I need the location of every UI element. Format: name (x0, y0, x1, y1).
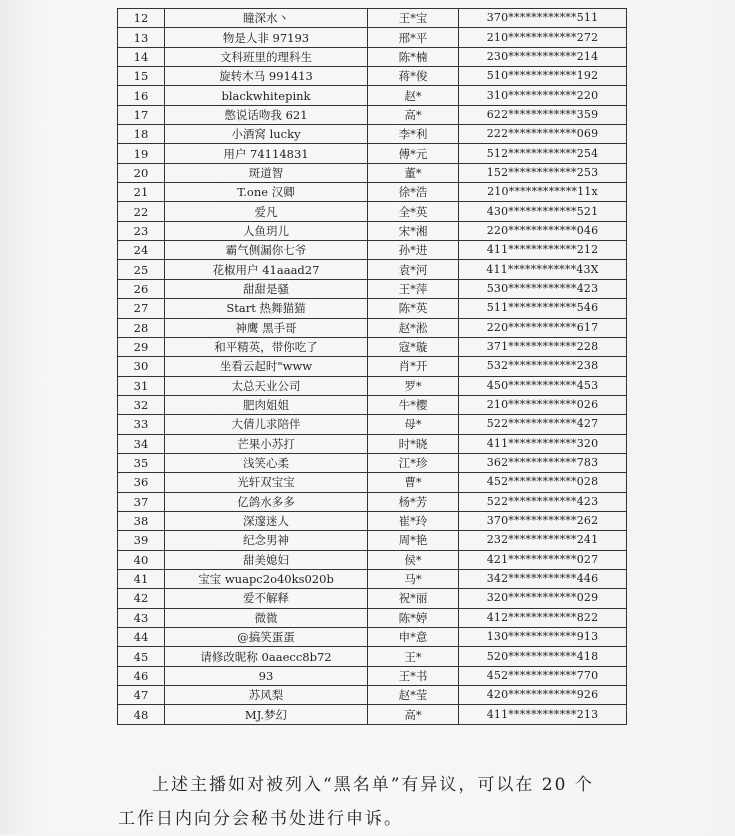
table-row (118, 125, 627, 144)
row-number-cell: 36 (118, 473, 165, 492)
real-name-cell: 陈*英 (368, 299, 459, 318)
real-name-cell: 袁*河 (368, 260, 459, 279)
real-name-cell: 肖*开 (368, 357, 459, 376)
streamer-nickname-cell: 和平精英，带你吃了 (165, 337, 368, 356)
real-name-cell: 寇*璇 (368, 337, 459, 356)
streamer-nickname-cell: 瞳深水丶 (165, 9, 368, 28)
row-number-cell: 20 (118, 163, 165, 182)
table-row (118, 337, 627, 356)
streamer-nickname-cell: 爱凡 (165, 202, 368, 221)
real-name-cell: 王*宝 (368, 9, 459, 28)
streamer-nickname-cell: 坐看云起时"www (165, 357, 368, 376)
id-number-cell: 371************228 (459, 337, 627, 356)
real-name-cell: 陈*婷 (368, 608, 459, 627)
streamer-nickname-cell: @搞笑蛋蛋 (165, 628, 368, 647)
streamer-nickname-cell: 物是人非 97193 (165, 28, 368, 47)
streamer-nickname-cell: 旋转木马 991413 (165, 67, 368, 86)
id-number-cell: 411************213 (459, 705, 627, 724)
table-row (118, 453, 627, 472)
streamer-nickname-cell: 花椒用户 41aaad27 (165, 260, 368, 279)
streamer-nickname-cell: 请修改昵称 0aaecc8b72 (165, 647, 368, 666)
real-name-cell: 江*珍 (368, 453, 459, 472)
table-row (118, 608, 627, 627)
real-name-cell: 全*英 (368, 202, 459, 221)
id-number-cell: 520************418 (459, 647, 627, 666)
streamer-nickname-cell: 苏风梨 (165, 686, 368, 705)
streamer-nickname-cell: Start 热舞猫猫 (165, 299, 368, 318)
id-number-cell: 320************029 (459, 589, 627, 608)
real-name-cell: 王* (368, 647, 459, 666)
streamer-nickname-cell: blackwhitepink (165, 86, 368, 105)
id-number-cell: 310************220 (459, 86, 627, 105)
real-name-cell: 蒋*俊 (368, 67, 459, 86)
row-number-cell: 16 (118, 86, 165, 105)
row-number-cell: 33 (118, 415, 165, 434)
table-row (118, 144, 627, 163)
row-number-cell: 45 (118, 647, 165, 666)
row-number-cell: 34 (118, 434, 165, 453)
streamer-nickname-cell: T.one 汉卿 (165, 183, 368, 202)
real-name-cell: 罗* (368, 376, 459, 395)
row-number-cell: 14 (118, 47, 165, 66)
streamer-nickname-cell: 亿鸽水多多 (165, 492, 368, 511)
table-row (118, 569, 627, 588)
table-row (118, 647, 627, 666)
streamer-nickname-cell: 纪念男神 (165, 531, 368, 550)
real-name-cell: 崔*玲 (368, 511, 459, 530)
streamer-nickname-cell: MJ.梦幻 (165, 705, 368, 724)
appeal-note-line-2: 工作日内向分会秘书处进行申诉。 (118, 809, 403, 829)
id-number-cell: 452************770 (459, 666, 627, 685)
streamer-nickname-cell: 甜美媳妇 (165, 550, 368, 569)
streamer-nickname-cell: 斑道智 (165, 163, 368, 182)
row-number-cell: 23 (118, 221, 165, 240)
real-name-cell: 申*意 (368, 628, 459, 647)
row-number-cell: 19 (118, 144, 165, 163)
row-number-cell: 29 (118, 337, 165, 356)
table-row (118, 376, 627, 395)
real-name-cell: 侯* (368, 550, 459, 569)
id-number-cell: 450************453 (459, 376, 627, 395)
streamer-nickname-cell: 爱不解释 (165, 589, 368, 608)
real-name-cell: 周*艳 (368, 531, 459, 550)
id-number-cell: 342************446 (459, 569, 627, 588)
id-number-cell: 412************822 (459, 608, 627, 627)
id-number-cell: 510************192 (459, 67, 627, 86)
real-name-cell: 董* (368, 163, 459, 182)
table-row (118, 279, 627, 298)
streamer-nickname-cell: 人鱼玥儿 (165, 221, 368, 240)
streamer-nickname-cell: 憋说话吻我 621 (165, 105, 368, 124)
table-row (118, 492, 627, 511)
row-number-cell: 25 (118, 260, 165, 279)
table-row (118, 183, 627, 202)
id-number-cell: 420************926 (459, 686, 627, 705)
real-name-cell: 徐*浩 (368, 183, 459, 202)
streamer-nickname-cell: 霸气侧漏你七爷 (165, 241, 368, 260)
row-number-cell: 27 (118, 299, 165, 318)
real-name-cell: 高* (368, 705, 459, 724)
id-number-cell: 522************427 (459, 415, 627, 434)
real-name-cell: 宋*湘 (368, 221, 459, 240)
real-name-cell: 赵*淞 (368, 318, 459, 337)
real-name-cell: 祝*丽 (368, 589, 459, 608)
table-row (118, 318, 627, 337)
id-number-cell: 210************272 (459, 28, 627, 47)
id-number-cell: 220************617 (459, 318, 627, 337)
real-name-cell: 傅*元 (368, 144, 459, 163)
real-name-cell: 赵* (368, 86, 459, 105)
real-name-cell: 王*书 (368, 666, 459, 685)
appeal-note-line-1 (118, 768, 638, 802)
row-number-cell: 12 (118, 9, 165, 28)
row-number-cell: 21 (118, 183, 165, 202)
id-number-cell: 522************423 (459, 492, 627, 511)
id-number-cell: 230************214 (459, 47, 627, 66)
streamer-nickname-cell: 小酒窝 lucky (165, 125, 368, 144)
id-number-cell: 532************238 (459, 357, 627, 376)
row-number-cell: 38 (118, 511, 165, 530)
table-row (118, 202, 627, 221)
table-row (118, 550, 627, 569)
id-number-cell: 530************423 (459, 279, 627, 298)
row-number-cell: 32 (118, 395, 165, 414)
row-number-cell: 48 (118, 705, 165, 724)
real-name-cell: 母* (368, 415, 459, 434)
row-number-cell: 15 (118, 67, 165, 86)
table-row (118, 221, 627, 240)
table-row (118, 589, 627, 608)
table-row (118, 628, 627, 647)
streamer-nickname-cell: 深邃迷人 (165, 511, 368, 530)
id-number-cell: 512************254 (459, 144, 627, 163)
table-row (118, 86, 627, 105)
blacklist-table-body (118, 9, 627, 725)
real-name-cell: 曹* (368, 473, 459, 492)
streamer-nickname-cell: 神鹰 黑手哥 (165, 318, 368, 337)
id-number-cell: 152************253 (459, 163, 627, 182)
table-row (118, 395, 627, 414)
appeal-note (118, 768, 638, 836)
id-number-cell: 362************783 (459, 453, 627, 472)
streamer-nickname-cell: 微微 (165, 608, 368, 627)
table-row (118, 531, 627, 550)
row-number-cell: 30 (118, 357, 165, 376)
row-number-cell: 28 (118, 318, 165, 337)
id-number-cell: 370************511 (459, 9, 627, 28)
id-number-cell: 411************212 (459, 241, 627, 260)
real-name-cell: 陈*楠 (368, 47, 459, 66)
id-number-cell: 511************546 (459, 299, 627, 318)
table-row (118, 666, 627, 685)
id-number-cell: 210************026 (459, 395, 627, 414)
id-number-cell: 430************521 (459, 202, 627, 221)
table-row (118, 163, 627, 182)
row-number-cell: 31 (118, 376, 165, 395)
row-number-cell: 47 (118, 686, 165, 705)
real-name-cell: 王*萍 (368, 279, 459, 298)
streamer-nickname-cell: 甜甜是骚 (165, 279, 368, 298)
appeal-note-text-1: 上述主播如对被列入“黑名单”有异议，可以在 20 个 (152, 775, 594, 795)
row-number-cell: 43 (118, 608, 165, 627)
table-row (118, 357, 627, 376)
id-number-cell: 421************027 (459, 550, 627, 569)
streamer-nickname-cell: 光轩双宝宝 (165, 473, 368, 492)
table-row (118, 260, 627, 279)
real-name-cell: 马* (368, 569, 459, 588)
streamer-nickname-cell: 太总天业公司 (165, 376, 368, 395)
table-row (118, 47, 627, 66)
real-name-cell: 李*利 (368, 125, 459, 144)
streamer-nickname-cell: 芒果小苏打 (165, 434, 368, 453)
id-number-cell: 452************028 (459, 473, 627, 492)
id-number-cell: 411************43X (459, 260, 627, 279)
table-row (118, 434, 627, 453)
row-number-cell: 42 (118, 589, 165, 608)
row-number-cell: 37 (118, 492, 165, 511)
real-name-cell: 高* (368, 105, 459, 124)
table-row (118, 241, 627, 260)
row-number-cell: 18 (118, 125, 165, 144)
table-row (118, 705, 627, 724)
id-number-cell: 622************359 (459, 105, 627, 124)
table-row (118, 473, 627, 492)
blacklist-table (117, 8, 627, 725)
row-number-cell: 46 (118, 666, 165, 685)
real-name-cell: 杨*芳 (368, 492, 459, 511)
table-row (118, 511, 627, 530)
row-number-cell: 41 (118, 569, 165, 588)
streamer-nickname-cell: 用户 74114831 (165, 144, 368, 163)
streamer-nickname-cell: 93 (165, 666, 368, 685)
row-number-cell: 24 (118, 241, 165, 260)
id-number-cell: 222************069 (459, 125, 627, 144)
row-number-cell: 22 (118, 202, 165, 221)
real-name-cell: 时*晓 (368, 434, 459, 453)
row-number-cell: 40 (118, 550, 165, 569)
table-row (118, 28, 627, 47)
real-name-cell: 牛*樱 (368, 395, 459, 414)
row-number-cell: 35 (118, 453, 165, 472)
id-number-cell: 411************320 (459, 434, 627, 453)
id-number-cell: 130************913 (459, 628, 627, 647)
row-number-cell: 13 (118, 28, 165, 47)
real-name-cell: 赵*莹 (368, 686, 459, 705)
id-number-cell: 232************241 (459, 531, 627, 550)
real-name-cell: 邢*平 (368, 28, 459, 47)
table-row (118, 299, 627, 318)
streamer-nickname-cell: 大倩儿求陪伴 (165, 415, 368, 434)
id-number-cell: 210************11x (459, 183, 627, 202)
streamer-nickname-cell: 宝宝 wuapc2o40ks020b (165, 569, 368, 588)
table-row (118, 67, 627, 86)
table-row (118, 686, 627, 705)
table-row (118, 105, 627, 124)
row-number-cell: 39 (118, 531, 165, 550)
streamer-nickname-cell: 浅笑心柔 (165, 453, 368, 472)
row-number-cell: 17 (118, 105, 165, 124)
id-number-cell: 220************046 (459, 221, 627, 240)
streamer-nickname-cell: 文科班里的理科生 (165, 47, 368, 66)
table-row (118, 415, 627, 434)
id-number-cell: 370************262 (459, 511, 627, 530)
row-number-cell: 44 (118, 628, 165, 647)
table-row (118, 9, 627, 28)
real-name-cell: 孙*进 (368, 241, 459, 260)
row-number-cell: 26 (118, 279, 165, 298)
streamer-nickname-cell: 肥肉姐姐 (165, 395, 368, 414)
